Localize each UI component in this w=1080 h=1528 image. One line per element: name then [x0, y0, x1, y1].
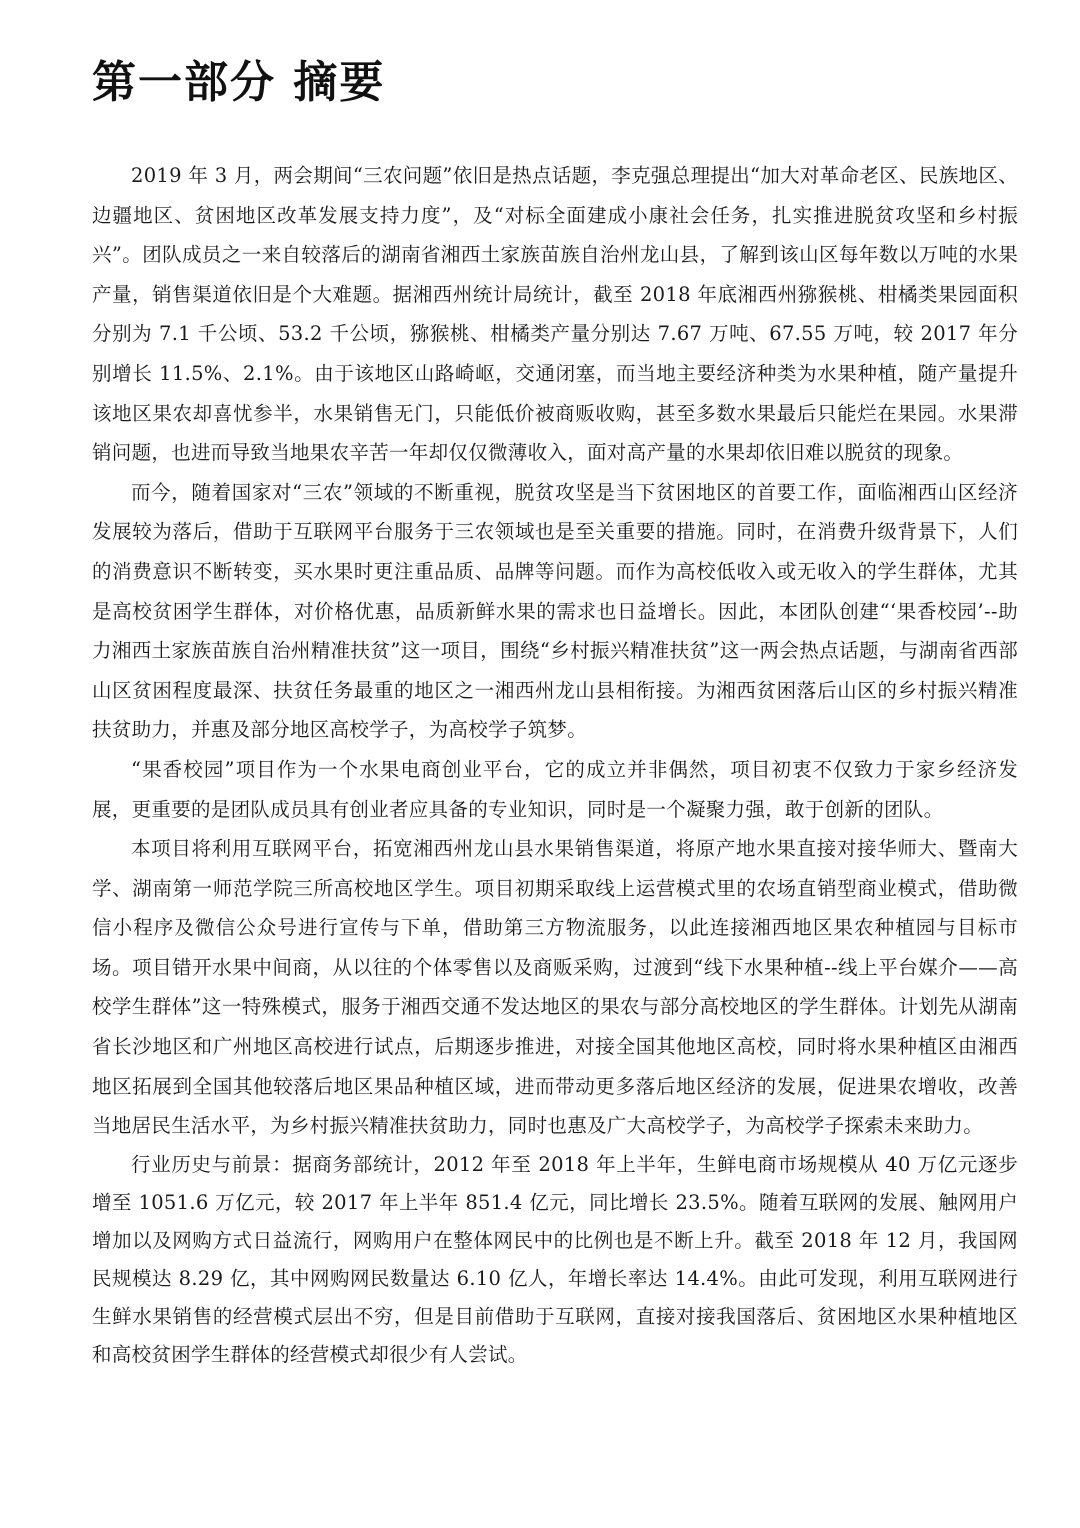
paragraph-industry-outlook: 行业历史与前景：据商务部统计，2012 年至 2018 年上半年，生鲜电商市场规模从 40 万亿元逐步增至 1051.6 万亿元，较 2017 年上半年 851.4 亿元，同比增长 23.5%。随着互联网的发展、触网用户增加以及网购方式日益流行，网购用户在整体网民中的比例也是不断上升。截至 2018 年 12 月，我国网民规模达 8.29 亿，其中网购网民数量达 6.10 亿人，年增长率达 14.4%。由此可发现，利用互联网进行生鲜水果销售的经营模式层出不穷，但是目前借助于互联网，直接对接我国落后、贫困地区水果种植地区和高校贫困学生群体的经营模式却很少有人尝试。	[92, 1152, 1018, 1366]
page-title: 第一部分 摘要	[92, 57, 386, 108]
paragraph-background: 2019 年 3 月，两会期间“三农问题”依旧是热点话题，李克强总理提出“加大对革命老区、民族地区、边疆地区、贫困地区改革发展支持力度”，及“对标全面建成小康社会任务，扎实推进脱贫攻坚和乡村振兴”。团队成员之一来自较落后的湖南省湘西土家族苗族自治州龙山县，了解到该山区每年数以万吨的水果产量，销售渠道依旧是个大难题。据湘西州统计局统计，截至 2018 年底湘西州猕猴桃、柑橘类果园面积分别为 7.1 千公顷、53.2 千公顷，猕猴桃、柑橘类产量分别达 7.67 万吨、67.55 万吨，较 2017 年分别增长 11.5%、2.1%。由于该地区山路崎岖，交通闭塞，而当地主要经济种类为水果种植，随产量提升该地区果农却喜忧参半，水果销售无门，只能低价被商贩收购，甚至多数水果最后只能烂在果园。水果滞销问题，也进而导致当地果农辛苦一年却仅仅微薄收入，面对高产量的水果却依旧难以脱贫的现象。	[92, 164, 1018, 465]
paragraph-business-model: 本项目将利用互联网平台，拓宽湘西州龙山县水果销售渠道，将原产地水果直接对接华师大、暨南大学、湖南第一师范学院三所高校地区学生。项目初期采取线上运营模式里的农场直销型商业模式，借助微信小程序及微信公众号进行宣传与下单，借助第三方物流服务，以此连接湘西地区果农种植园与目标市场。项目错开水果中间商，从以往的个体零售以及商贩采购，过渡到“线下水果种植--线上平台媒介——高校学生群体”这一特殊模式，服务于湘西交通不发达地区的果农与部分高校地区的学生群体。计划先从湖南省长沙地区和广州地区高校进行试点，后期逐步推进，对接全国其他地区高校，同时将水果种植区由湘西地区拓展到全国其他较落后地区果品种植区域，进而带动更多落后地区经济的发展，促进果农增收，改善当地居民生活水平，为乡村振兴精准扶贫助力，同时也惠及广大高校学子，为高校学子探索未来助力。	[92, 837, 1018, 1138]
paragraph-policy: 而今，随着国家对“三农”领域的不断重视，脱贫攻坚是当下贫困地区的首要工作，面临湘西山区经济发展较为落后，借助于互联网平台服务于三农领域也是至关重要的措施。同时，在消费升级背景下，人们的消费意识不断转变，买水果时更注重品质、品牌等问题。而作为高校低收入或无收入的学生群体，尤其是高校贫困学生群体，对价格优惠，品质新鲜水果的需求也日益增长。因此，本团队创建“‘果香校园’--助力湘西土家族苗族自治州精准扶贫”这一项目，围绕“乡村振兴精准扶贫”这一两会热点话题，与湖南省西部山区贫困程度最深、扶贫任务最重的地区之一湘西州龙山县相衔接。为湘西贫困落后山区的乡村振兴精准扶贫助力，并惠及部分地区高校学子，为高校学子筑梦。	[92, 480, 1018, 742]
paragraph-project-intro: “果香校园”项目作为一个水果电商创业平台，它的成立并非偶然，项目初衷不仅致力于家乡经济发展，更重要的是团队成员具有创业者应具备的专业知识，同时是一个凝聚力强，敢于创新的团队。	[92, 757, 1018, 821]
